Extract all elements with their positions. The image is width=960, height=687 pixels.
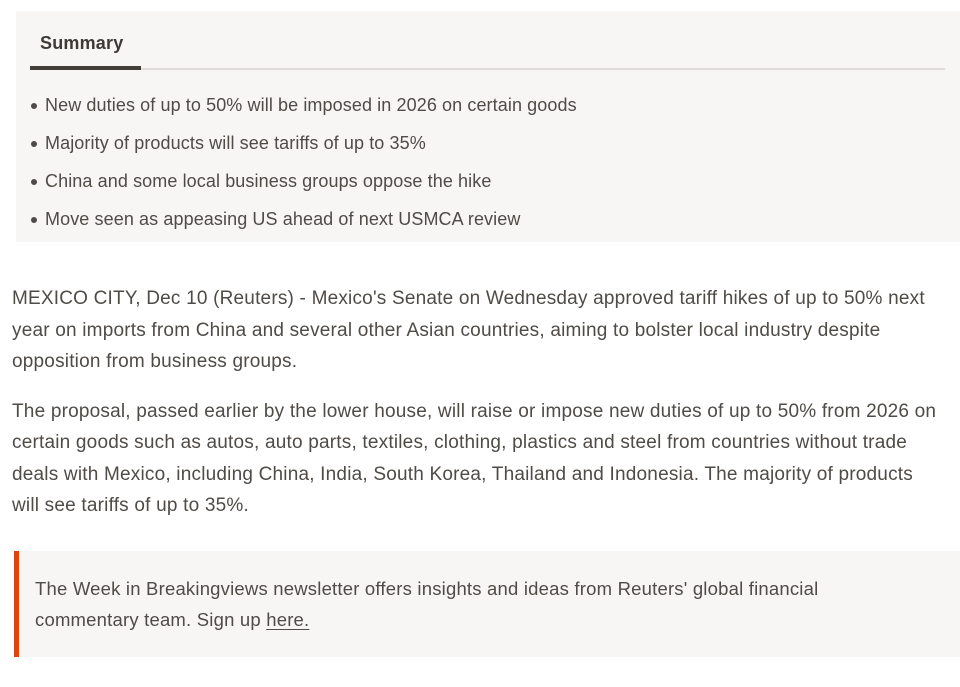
bullet-icon: [31, 179, 37, 185]
summary-bullet-item: [30, 134, 945, 153]
summary-list: [30, 96, 945, 229]
summary-divider-line: [30, 68, 945, 70]
summary-divider-accent: [30, 66, 141, 70]
summary-box: [16, 11, 960, 242]
article-page: [0, 11, 960, 687]
bullet-icon: [31, 103, 37, 109]
summary-bullet-item: [30, 96, 945, 115]
summary-bullet-text: Majority of products will see tariffs of up to 35%: [45, 133, 426, 153]
summary-title: Summary: [40, 33, 124, 53]
newsletter-callout: [14, 551, 960, 657]
summary-bullet-text: Move seen as appeasing US ahead of next USMCA review: [45, 209, 521, 229]
article-paragraph-2: The proposal, passed earlier by the lower house, will raise or impose new duties of up to 50% from 2026 on certain goods such as autos, auto parts, textiles, clothing, plastics and steel from countries without trade deals with Mexico, including China, India, South Korea, Thailand and Indonesia. The majority of products will see tariffs of up to 35%.: [12, 400, 937, 516]
summary-bullet-item: [30, 172, 945, 191]
summary-bullet-item: [30, 210, 945, 229]
summary-bullet-text: New duties of up to 50% will be imposed in 2026 on certain goods: [45, 95, 577, 115]
summary-bullet-text: China and some local business groups oppose the hike: [45, 171, 492, 191]
summary-divider: [30, 66, 945, 70]
callout-text: [35, 573, 890, 636]
callout-text-body: The Week in Breakingviews newsletter offers insights and ideas from Reuters' global financial commentary team. Sign up: [35, 577, 819, 630]
newsletter-signup-link[interactable]: here.: [266, 609, 310, 630]
article-paragraph-1: MEXICO CITY, Dec 10 (Reuters) - Mexico's Senate on Wednesday approved tariff hikes of up to 50% next year on imports from China and several other Asian countries, aiming to bolster local industry despite opposition from business groups.: [12, 288, 925, 372]
bullet-icon: [31, 141, 37, 147]
bullet-icon: [31, 217, 37, 223]
